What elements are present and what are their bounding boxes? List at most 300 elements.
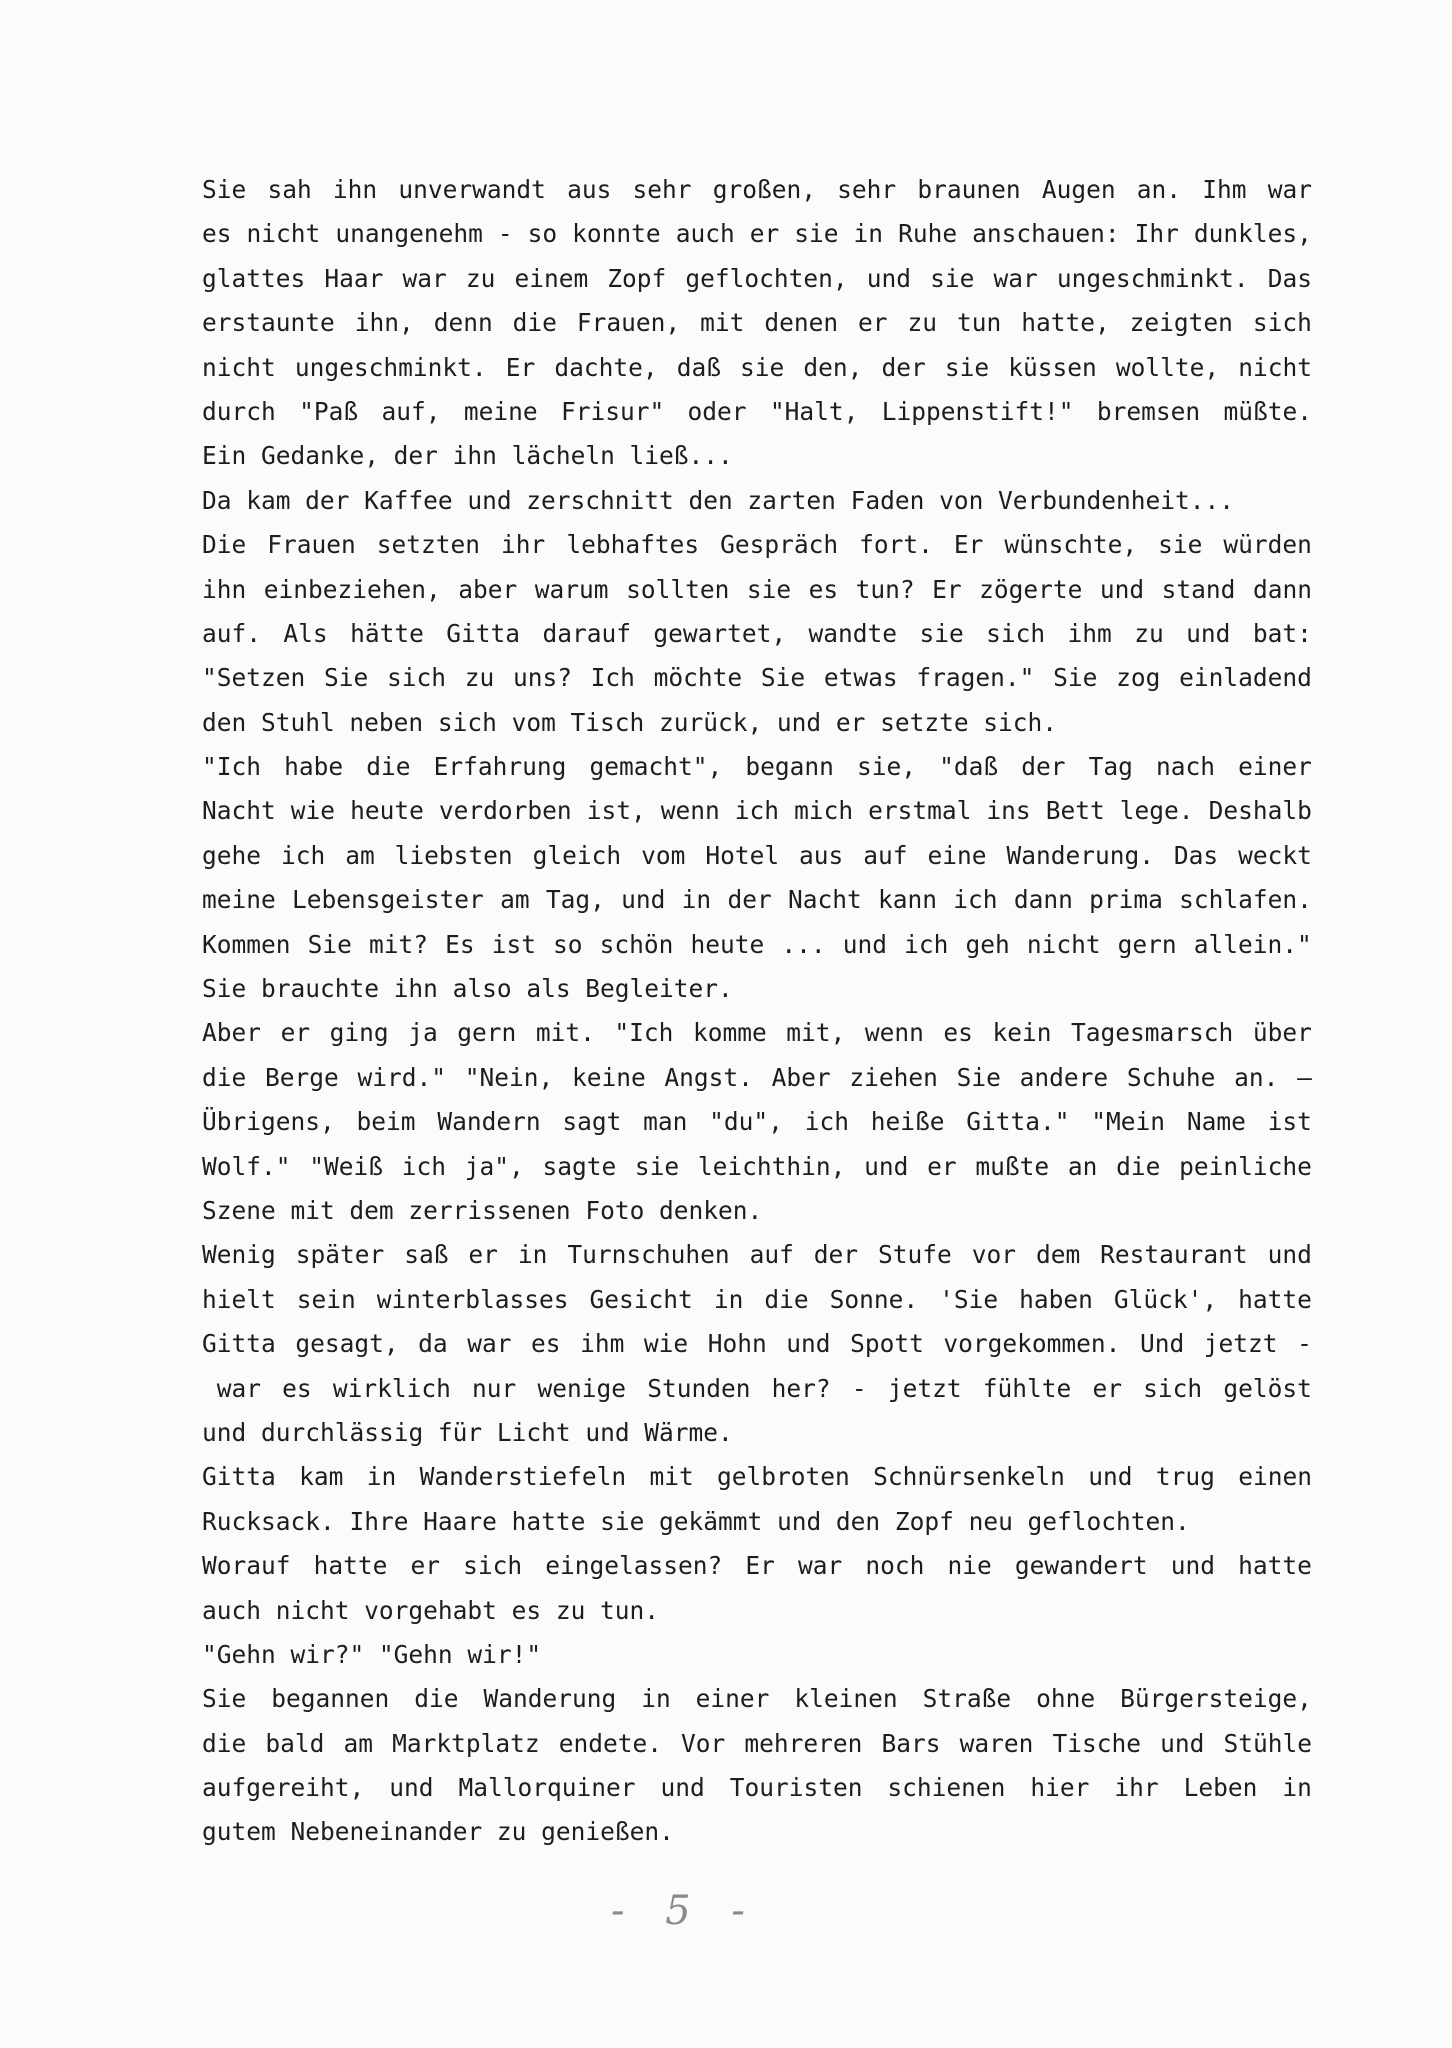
word: "Nein,	[464, 1062, 554, 1092]
word: sie	[944, 352, 990, 382]
word: nicht	[246, 219, 321, 249]
word: brauchte	[260, 974, 379, 1004]
word: ihr	[501, 530, 546, 560]
word: war	[798, 1551, 843, 1581]
word: hatte,	[1021, 308, 1110, 338]
word: leichthin,	[697, 1151, 846, 1181]
word: aus	[567, 175, 612, 204]
word: Als	[283, 618, 328, 648]
text-line	[202, 656, 1312, 700]
word: es	[282, 1373, 312, 1403]
word: Augen	[1041, 175, 1116, 204]
word: Erfahrung	[433, 752, 567, 782]
word: "Weiß	[309, 1151, 383, 1181]
word: er	[280, 1018, 311, 1048]
text-line	[202, 1011, 1312, 1055]
word: den	[688, 485, 733, 515]
word: war	[216, 1373, 261, 1403]
word: ungeschminkt.	[294, 352, 487, 382]
word: Sie	[323, 663, 369, 693]
word: sagte	[542, 1151, 617, 1181]
word: Tagesmarsch	[1071, 1018, 1234, 1048]
word: später	[295, 1240, 385, 1270]
word: Stunden	[647, 1373, 751, 1403]
word: habe	[284, 752, 344, 782]
text-line	[202, 1766, 1312, 1810]
word: und	[1099, 574, 1145, 604]
word: zu	[1134, 618, 1164, 648]
word: Aber	[771, 1062, 831, 1092]
word: Das	[1173, 840, 1219, 870]
word: gern	[1117, 929, 1177, 959]
word: "Paß	[299, 396, 359, 426]
word: ja",	[464, 1151, 524, 1181]
word: war	[993, 263, 1038, 293]
text-line	[202, 212, 1312, 256]
word: kam	[246, 485, 291, 515]
word: die	[202, 1728, 247, 1758]
text-line	[202, 1145, 1312, 1189]
word: sie	[746, 574, 792, 604]
word: zögerte	[979, 574, 1083, 604]
word: schön	[599, 929, 674, 959]
word: sie	[634, 1151, 680, 1181]
word: setzte	[880, 707, 969, 737]
text-line	[202, 523, 1312, 567]
word: vom	[511, 707, 556, 737]
word: da	[418, 1329, 448, 1359]
word: Glück',	[1113, 1284, 1218, 1314]
word: heute	[690, 929, 765, 959]
word: ich	[804, 1107, 849, 1137]
word: Straße	[922, 1684, 1012, 1714]
word: es	[531, 1329, 561, 1359]
word: und	[866, 263, 912, 293]
word: setzten	[376, 530, 481, 560]
word: geflochten.	[1027, 1506, 1190, 1536]
word: Nacht	[202, 796, 276, 826]
word: Worauf	[202, 1551, 291, 1581]
word: Mallorquiner	[458, 1773, 636, 1803]
word: und	[1170, 1551, 1216, 1581]
word: Sie	[307, 929, 352, 959]
text-line	[202, 1722, 1312, 1766]
text-line	[202, 1411, 1312, 1455]
word: in	[517, 1240, 548, 1270]
word: sie,	[857, 752, 917, 782]
word: Haar	[324, 263, 384, 293]
word: unangenehm	[335, 219, 483, 249]
word: einem	[514, 263, 589, 293]
word: sie	[1158, 530, 1203, 560]
word: schienen	[887, 1773, 1006, 1803]
word: den	[202, 707, 247, 737]
word: durchlässig	[260, 1417, 424, 1447]
word: vom	[641, 840, 686, 870]
word: genießen.	[541, 1817, 674, 1847]
word: der	[305, 485, 350, 515]
text-line	[202, 434, 1312, 478]
word: in	[1282, 1773, 1312, 1803]
word: denen	[764, 308, 839, 338]
word: wie	[643, 1329, 689, 1359]
word: Kommen	[202, 929, 291, 959]
word: und	[842, 929, 887, 959]
word: Er	[953, 530, 984, 560]
word: der	[881, 352, 926, 382]
word: ja	[408, 1018, 438, 1048]
text-line	[202, 301, 1312, 345]
word: Es	[445, 929, 475, 959]
word: kann	[878, 885, 938, 915]
word: -	[497, 219, 513, 249]
word: Tag,	[545, 885, 605, 915]
word: peinliche	[1179, 1151, 1312, 1181]
word: mich	[794, 796, 854, 826]
word: gewandert	[1014, 1551, 1148, 1581]
word: warum	[534, 574, 609, 604]
word: von	[939, 485, 984, 515]
word: gern	[457, 1018, 517, 1048]
word: Das	[1267, 263, 1312, 293]
text-line	[202, 1100, 1312, 1144]
word: wird."	[357, 1062, 446, 1092]
word: es	[202, 219, 232, 249]
page-number: - 5 -	[611, 1888, 759, 1934]
text-line	[202, 1633, 1312, 1677]
text-line	[202, 1233, 1312, 1277]
word: fühlte	[982, 1373, 1072, 1403]
word: er	[749, 219, 780, 249]
word: Leben	[1183, 1773, 1258, 1803]
word: Haare	[423, 1506, 497, 1536]
word: und	[786, 1329, 831, 1359]
word: saß	[404, 1240, 449, 1270]
word: "Mein	[1091, 1107, 1166, 1137]
word: also	[452, 974, 512, 1004]
word: wirklich	[332, 1373, 451, 1403]
word: Ruhe	[898, 219, 958, 249]
word: Wandern	[437, 1107, 541, 1137]
word: ich	[401, 1151, 446, 1181]
word: Ihm	[1202, 175, 1247, 204]
word: weckt	[1238, 840, 1312, 870]
word: als	[526, 974, 571, 1004]
word: sich	[463, 1551, 523, 1581]
text-line	[202, 967, 1312, 1011]
text-line	[202, 1677, 1312, 1721]
word: Berge	[264, 1062, 339, 1092]
word: einer	[695, 1684, 770, 1714]
word: wenn	[864, 1018, 924, 1048]
word: hier	[1030, 1773, 1090, 1803]
word: sehr	[632, 175, 692, 204]
word: -	[851, 1373, 867, 1403]
word: es	[943, 1018, 973, 1048]
word: Marktplatz	[392, 1728, 540, 1758]
word: war	[467, 1329, 512, 1359]
word: sich	[1143, 1373, 1203, 1403]
word: mit	[649, 1462, 694, 1492]
word: Wolf."	[202, 1151, 291, 1181]
word: komme	[692, 1018, 767, 1048]
word: ungeschminkt.	[1056, 263, 1249, 293]
word: neu	[968, 1506, 1013, 1536]
word: ...	[781, 929, 826, 959]
text-line	[202, 745, 1312, 789]
word: küssen	[1008, 352, 1097, 382]
word: tun	[956, 308, 1002, 338]
word: er	[835, 707, 866, 737]
word: wir!"	[467, 1639, 542, 1669]
word: mit?	[368, 929, 428, 959]
word: hielt	[202, 1284, 276, 1314]
word: ich	[904, 929, 949, 959]
word: am	[343, 1728, 373, 1758]
word: heiße	[870, 1107, 945, 1137]
word: "Gehn	[202, 1639, 276, 1669]
word: den	[835, 1506, 881, 1536]
word: Faden	[850, 485, 925, 515]
word: sich	[437, 707, 497, 737]
word: dem	[1035, 1240, 1081, 1270]
word: Hotel	[705, 840, 780, 870]
word: zarten	[747, 485, 836, 515]
word: heute	[350, 796, 424, 826]
word: möchte	[653, 663, 743, 693]
word: allein."	[1193, 929, 1312, 959]
word: eine	[927, 840, 987, 870]
word: in	[713, 1284, 744, 1314]
word: vor	[971, 1240, 1016, 1270]
word: Wenig	[202, 1240, 276, 1270]
word: Wanderstiefeln	[419, 1462, 627, 1492]
word: tun.	[600, 1595, 660, 1625]
text-line	[202, 1455, 1312, 1499]
text-line	[202, 834, 1312, 878]
word: Ihre	[349, 1506, 409, 1536]
word: Stuhl	[260, 707, 335, 737]
word: vorgehabt	[364, 1595, 497, 1625]
word: Lippenstift!"	[881, 396, 1074, 426]
word: sie	[740, 352, 785, 382]
word: Übrigens,	[202, 1107, 335, 1137]
body-text	[202, 168, 1312, 1855]
word: sein	[296, 1284, 356, 1314]
word: geflochten,	[685, 263, 848, 293]
text-line	[202, 612, 1312, 656]
word: aber	[458, 574, 518, 604]
word: bat:	[1252, 618, 1312, 648]
word: hätte	[350, 618, 424, 648]
word: nie	[947, 1551, 992, 1581]
word: ihn	[452, 441, 497, 471]
word: und	[1160, 1728, 1205, 1758]
word: er	[410, 1551, 441, 1581]
word: so	[527, 219, 558, 249]
word: trug	[1155, 1462, 1215, 1492]
word: am	[345, 840, 375, 870]
word: und	[202, 1417, 247, 1447]
word: wandte	[808, 618, 898, 648]
word: —	[1297, 1062, 1312, 1092]
word: hatte	[1238, 1284, 1312, 1314]
word: einbeziehen,	[263, 574, 441, 604]
word: er	[468, 1240, 498, 1270]
word: kleinen	[794, 1684, 898, 1714]
word: endete.	[558, 1728, 662, 1758]
word: noch	[865, 1551, 925, 1581]
text-line	[202, 1322, 1312, 1366]
word: ihn	[332, 175, 378, 204]
word: Vor	[681, 1728, 726, 1758]
word: Gitta	[202, 1329, 276, 1359]
word: Foto	[585, 1195, 645, 1225]
word: er	[927, 1151, 957, 1181]
word: sich	[386, 663, 446, 693]
word: mit,	[786, 1018, 846, 1048]
word: Er	[505, 352, 536, 382]
word: in	[681, 885, 712, 915]
word: erstaunte	[202, 308, 335, 338]
text-line	[202, 479, 1312, 523]
word: der	[813, 1240, 859, 1270]
word: wollte,	[1115, 352, 1220, 382]
word: ihm	[1067, 618, 1112, 648]
word: her?	[771, 1373, 831, 1403]
word: Name	[1186, 1107, 1246, 1137]
word: Schuhe	[1126, 1062, 1216, 1092]
text-line	[202, 568, 1312, 612]
word: und	[389, 1773, 434, 1803]
word: fort.	[859, 530, 933, 560]
text-line	[202, 257, 1312, 301]
word: eingelassen?	[545, 1551, 723, 1581]
word: 'Sie	[939, 1284, 999, 1314]
word: Deshalb	[1208, 796, 1312, 826]
word: Aber	[202, 1018, 262, 1048]
word: Szene	[202, 1195, 276, 1225]
word: "Ich	[614, 1018, 674, 1048]
word: Gedanke,	[260, 441, 379, 471]
word: liebsten	[394, 840, 513, 870]
word: die	[512, 308, 557, 338]
word: denken.	[659, 1195, 763, 1225]
word: der	[727, 885, 772, 915]
word: andere	[1019, 1062, 1109, 1092]
word: und	[660, 1773, 705, 1803]
text-line	[202, 701, 1312, 745]
word: gutem	[202, 1817, 276, 1847]
word: Wanderung	[483, 1684, 617, 1714]
word: ihn	[393, 974, 438, 1004]
word: zurück,	[658, 707, 763, 737]
word: ihn,	[354, 308, 414, 338]
word: Gitta	[202, 1462, 276, 1492]
word: er	[1092, 1373, 1122, 1403]
word: Er	[932, 574, 962, 604]
word: ist	[1267, 1107, 1312, 1137]
word: Schnürsenkeln	[873, 1462, 1065, 1492]
word: sich	[986, 618, 1046, 648]
word: Gitta	[446, 618, 521, 648]
word: Sie	[202, 1684, 247, 1714]
word: wenige	[537, 1373, 627, 1403]
word: Stühle	[1223, 1728, 1312, 1758]
text-line	[202, 390, 1312, 434]
word: auf	[863, 840, 908, 870]
word: aus	[799, 840, 844, 870]
word: zeigten	[1129, 308, 1233, 338]
word: in	[366, 1462, 397, 1492]
word: an	[1067, 1151, 1098, 1181]
word: "Halt,	[769, 396, 859, 426]
word: Er	[745, 1551, 775, 1581]
word: kam	[299, 1462, 344, 1492]
word: wenn	[660, 796, 720, 826]
word: nicht	[1238, 352, 1312, 382]
word: ich	[734, 796, 780, 826]
word: Zopf	[894, 1506, 954, 1536]
word: mehreren	[744, 1728, 863, 1758]
word: Ein	[202, 441, 247, 471]
word: neben	[349, 707, 424, 737]
word: zu	[464, 663, 495, 693]
word: und	[621, 885, 666, 915]
word: Restaurant	[1100, 1240, 1248, 1270]
word: Gitta."	[966, 1107, 1070, 1137]
word: geh	[965, 929, 1010, 959]
word: Sie	[760, 663, 806, 693]
word: mit.	[535, 1018, 595, 1048]
word: meine	[463, 396, 538, 426]
word: nicht	[202, 352, 276, 382]
word: Angst.	[664, 1062, 753, 1092]
word: in	[853, 219, 884, 249]
word: sie	[930, 263, 975, 293]
word: "Setzen	[202, 663, 306, 693]
word: mußte	[975, 1151, 1050, 1181]
word: Kaffee	[364, 485, 453, 515]
word: ließ...	[629, 441, 733, 471]
word: nicht	[1026, 929, 1101, 959]
text-line	[202, 1278, 1312, 1322]
word: war	[402, 263, 447, 293]
word: glattes	[202, 263, 306, 293]
word: gewartet,	[653, 618, 787, 648]
word: die	[202, 1062, 247, 1092]
text-line	[202, 878, 1312, 922]
word: einer	[1238, 752, 1312, 782]
word: erstmal	[868, 796, 972, 826]
word: sehr	[837, 175, 897, 204]
text-line	[202, 789, 1312, 833]
word: ihm	[580, 1329, 625, 1359]
word: "Ich	[202, 752, 262, 782]
word: winterblasses	[376, 1284, 569, 1314]
word: einen	[1238, 1462, 1312, 1492]
word: "daß	[939, 752, 999, 782]
text-line	[202, 1544, 1312, 1588]
word: wie	[290, 796, 336, 826]
word: nicht	[275, 1595, 350, 1625]
word: braunen	[917, 175, 1021, 204]
text-line	[202, 346, 1312, 390]
word: jetzt	[1203, 1329, 1278, 1359]
word: über	[1252, 1018, 1312, 1048]
word: Ich	[590, 663, 635, 693]
word: Licht	[496, 1417, 571, 1447]
